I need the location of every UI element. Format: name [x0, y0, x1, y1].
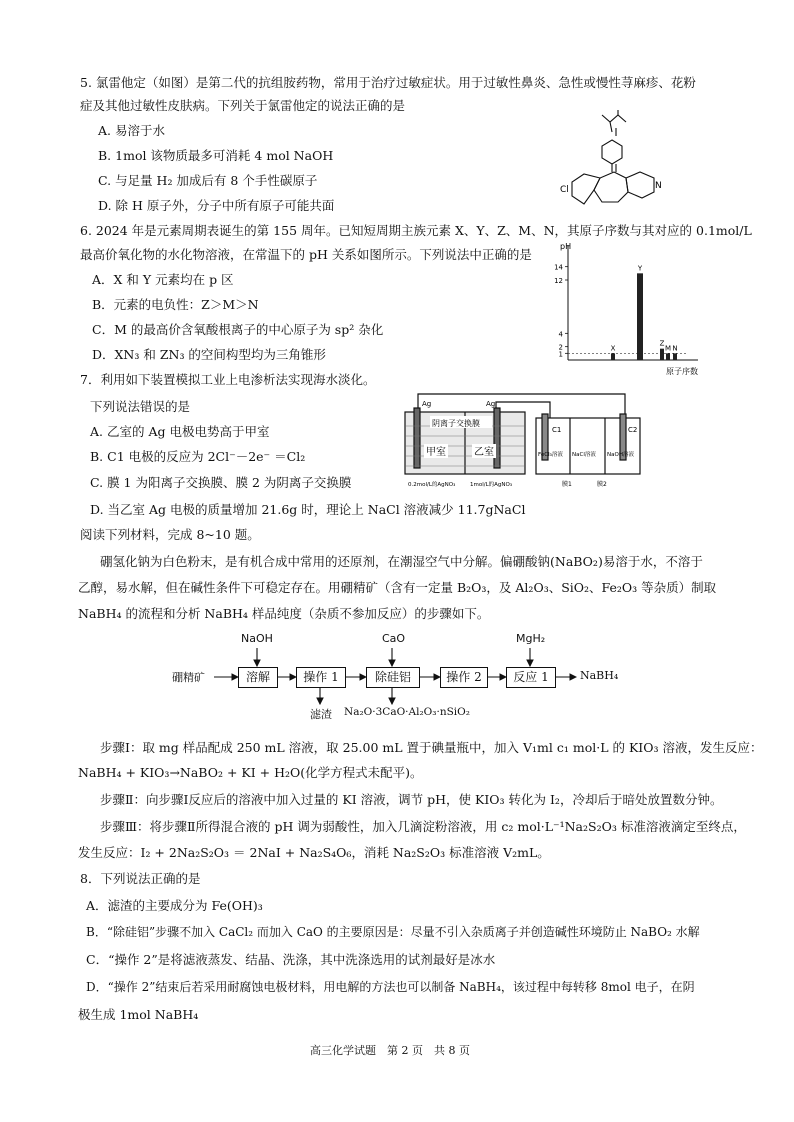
bar-label-x: X: [610, 344, 616, 353]
bar-y: [637, 273, 643, 360]
q5-option-d: D. 除 H 原子外，分子中所有原子可能共面: [98, 198, 335, 213]
step1-line2: NaBH₄ + KIO₃→NaBO₂ + KI + H₂O(化学方程式未配平)。: [78, 765, 423, 780]
step1-line1: 步骤Ⅰ：取 mg 样品配成 250 mL 溶液，取 25.00 mL 置于碘量瓶中，加入 V₁ml c₁ mol·L 的 KIO₃ 溶液，发生反应：: [100, 740, 763, 755]
x-axis-label: 原子序数: [666, 367, 698, 376]
bar-x: [611, 353, 615, 360]
q8-option-d-line2: 极生成 1mol NaBH₄: [78, 1007, 199, 1022]
q7-option-b: B. C1 电极的反应为 2Cl⁻－2e⁻ ＝Cl₂: [90, 449, 306, 464]
q8-option-a: A．滤渣的主要成分为 Fe(OH)₃: [86, 898, 263, 913]
y-tick-label-14: 14: [554, 263, 563, 272]
y-tick-label-12: 12: [554, 277, 563, 285]
ph-chart: [548, 240, 708, 380]
y-tick-label-2: 2: [558, 343, 563, 352]
q6-option-c: C．M 的最高价含氧酸根离子的中心原子为 sp² 杂化: [92, 322, 384, 337]
bar-n: [673, 353, 677, 360]
flow-step-operation2: 操作 2: [440, 667, 488, 688]
q6-stem-line1: 6. 2024 年是元素周期表诞生的第 155 周年。已知短周期主族元素 X、Y、Z、M、N，其原子序数与其对应的 0.1mol/L: [80, 223, 752, 238]
ag-right-label: Ag: [486, 400, 496, 408]
material-p3: NaBH₄ 的流程和分析 NaBH₄ 样品纯度（杂质不参加反应）的步骤如下。: [78, 606, 490, 621]
material-p1: 硼氢化钠为白色粉末，是有机合成中常用的还原剂，在潮湿空气中分解。偏硼酸钠(NaBO₂)易溶于水，不溶于: [100, 554, 703, 569]
q8-stem: 8．下列说法正确的是: [80, 871, 201, 886]
bar-label-m: M: [664, 344, 672, 353]
room-a-label: 甲室: [426, 447, 446, 458]
q5-stem-line1: 5. 氯雷他定（如图）是第二代的抗组胺药物，常用于治疗过敏症状。用于过敏性鼻炎、急性或慢性荨麻疹、花粉: [80, 75, 696, 90]
flow-step-reaction1: 反应 1: [506, 667, 556, 688]
flow-step-dissolve: 溶解: [238, 667, 278, 688]
step3-line1: 步骤Ⅲ：将步骤Ⅱ所得混合液的 pH 调为弱酸性，加入几滴淀粉溶液，用 c₂ mol·L⁻¹Na₂S₂O₃ 标准溶液滴定至终点，: [100, 819, 746, 834]
flow-step-operation1: 操作 1: [296, 667, 346, 688]
q8-option-b: B．“除硅铝”步骤不加入 CaCl₂ 而加入 CaO 的主要原因是：尽量不引入杂质离子并创造碱性环境防止 NaBO₂ 水解: [86, 925, 700, 939]
flow-step-remove-si-al: 除硅铝: [366, 667, 420, 688]
cell2-solution: NaCl溶液: [572, 452, 596, 458]
c2-label: C2: [628, 426, 638, 434]
q7-stem-line2: 下列说法错误的是: [90, 399, 191, 414]
flow-input-mgh2: MgH₂: [516, 632, 546, 645]
q6-option-b: B．元素的电负性：Z＞M＞N: [92, 297, 259, 312]
room-b-label: 乙室: [474, 447, 494, 458]
mol-n-label: N: [655, 181, 662, 191]
membrane1-label: 膜1: [562, 481, 572, 488]
c1-label: C1: [552, 426, 562, 434]
bar-label-z: Z: [659, 339, 665, 348]
q6-stem-line2: 最高价氧化物的水化物溶液，在常温下的 pH 关系如图所示。下列说法中正确的是: [80, 247, 532, 262]
q8-option-d-line1: D．“操作 2”结束后若采用耐腐蚀电极材料，用电解的方法也可以制备 NaBH₄，该过程中每转移 8mol 电子，在阴: [86, 980, 695, 994]
q5-option-b: B. 1mol 该物质最多可消耗 4 mol NaOH: [98, 148, 334, 163]
q5-stem-line2: 症及其他过敏性皮肤病。下列关于氯雷他定的说法正确的是: [80, 98, 406, 113]
q5-option-a: A. 易溶于水: [98, 123, 165, 138]
bar-z: [660, 349, 664, 360]
page-footer: 高三化学试题 第 2 页 共 8 页: [310, 1044, 470, 1057]
y-tick-label-1: 1: [558, 350, 563, 359]
ag-left-label: Ag: [422, 400, 432, 408]
bar-m: [666, 353, 670, 360]
loratadine-structure: [550, 110, 680, 210]
electrodialysis-apparatus: [400, 386, 650, 496]
flow-output-residue: 滤渣: [310, 708, 332, 721]
q7-option-d: D. 当乙室 Ag 电极的质量增加 21.6g 时，理论上 NaCl 溶液减少 11.7gNaCl: [90, 502, 526, 517]
q7-option-c: C. 膜 1 为阳离子交换膜、膜 2 为阴离子交换膜: [90, 475, 352, 490]
q8-option-c: C．“操作 2”是将滤液蒸发、结晶、洗涤，其中洗涤选用的试剂最好是冰水: [86, 952, 496, 967]
y-axis-label: pH: [560, 242, 572, 251]
q6-option-a: A．X 和 Y 元素均在 p 区: [92, 272, 234, 287]
solution-a-label: 0.2mol/L的AgNO₃: [408, 482, 456, 488]
flow-output-silicate: Na₂O·3CaO·Al₂O₃·nSiO₂: [344, 706, 470, 718]
cell3-solution: NaOH溶液: [607, 452, 634, 458]
q5-option-c: C. 与足量 H₂ 加成后有 8 个手性碳原子: [98, 173, 318, 188]
q6-option-d: D．XN₃ 和 ZN₃ 的空间构型均为三角锥形: [92, 347, 326, 362]
bar-label-n: N: [672, 344, 678, 353]
solution-b-label: 1mol/L的AgNO₃: [470, 482, 513, 488]
material-p2: 乙醇，易水解，但在碱性条件下可稳定存在。用硼精矿（含有一定量 B₂O₃，及 Al₂O₃、SiO₂、Fe₂O₃ 等杂质）制取: [78, 580, 717, 595]
material-intro: 阅读下列材料，完成 8~10 题。: [80, 527, 260, 542]
flow-end: NaBH₄: [580, 669, 619, 682]
cell1-solution: FeCl₃溶液: [538, 452, 563, 458]
q7-stem-line1: 7．利用如下装置模拟工业上电渗析法实现海水淡化。: [80, 372, 376, 387]
membrane-label: 阴离子交换膜: [432, 419, 480, 428]
step3-line2: 发生反应：I₂ + 2Na₂S₂O₃ ＝ 2NaI + Na₂S₄O₆，消耗 Na₂S₂O₃ 标准溶液 V₂mL。: [78, 845, 550, 860]
flow-start: 硼精矿: [172, 671, 205, 684]
membrane2-label: 膜2: [597, 481, 607, 488]
y-tick-label-4: 4: [558, 330, 563, 339]
flow-input-cao: CaO: [382, 632, 406, 645]
mol-cl-label: Cl: [560, 185, 569, 195]
q7-option-a: A. 乙室的 Ag 电极电势高于甲室: [90, 424, 270, 439]
step2: 步骤Ⅱ：向步骤Ⅰ反应后的溶液中加入过量的 KI 溶液，调节 pH，使 KIO₃ 转化为 I₂，冷却后于暗处放置数分钟。: [100, 792, 723, 807]
flow-input-naoh: NaOH: [241, 632, 273, 645]
bar-label-y: Y: [637, 264, 643, 273]
